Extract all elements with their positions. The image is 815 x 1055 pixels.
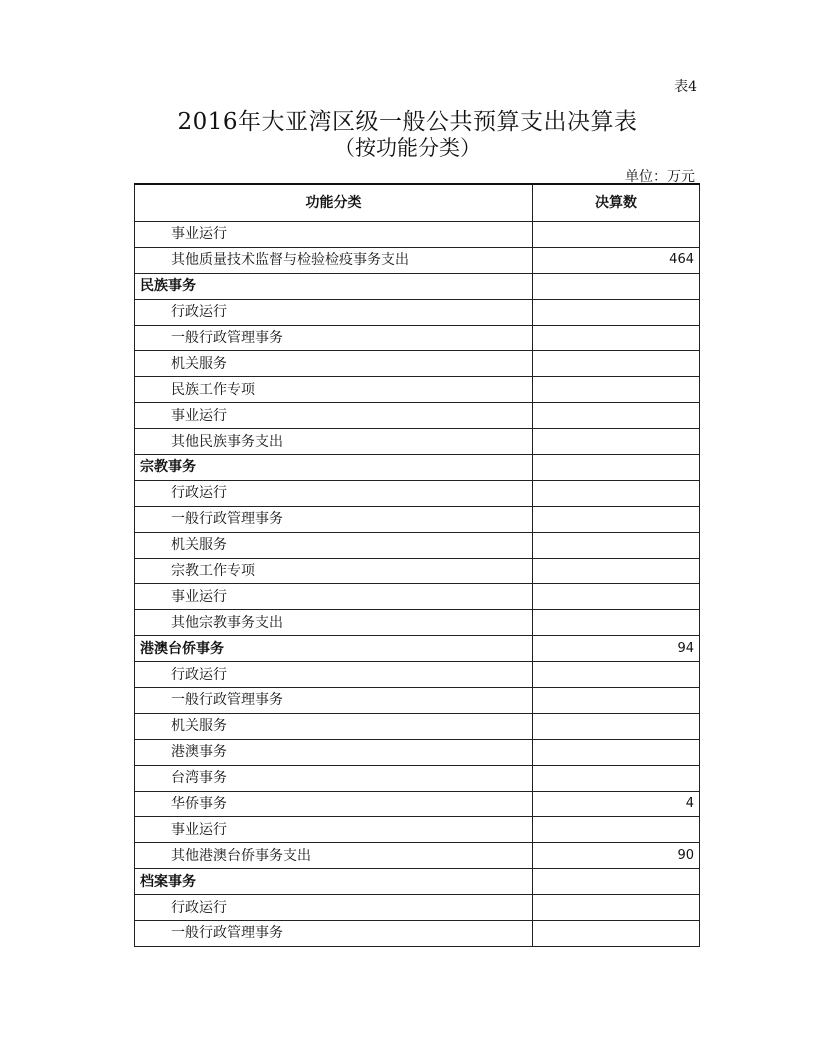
row-amount: 90 [533, 843, 700, 869]
table-row [135, 817, 700, 843]
table-row [135, 739, 700, 765]
row-amount [533, 765, 700, 791]
row-function-name: 港澳台侨事务 [135, 636, 533, 662]
table-row [135, 299, 700, 325]
row-function-name: 宗教事务 [135, 455, 533, 481]
unit-label: 单位：万元 [625, 169, 695, 185]
budget-table [134, 183, 700, 947]
table-row [135, 377, 700, 403]
row-amount [533, 273, 700, 299]
row-amount [533, 351, 700, 377]
table-row [135, 351, 700, 377]
row-amount [533, 739, 700, 765]
row-amount [533, 222, 700, 248]
table-row [135, 325, 700, 351]
table-row [135, 765, 700, 791]
row-function-name: 事业运行 [135, 222, 533, 248]
row-amount [533, 713, 700, 739]
row-function-name: 行政运行 [135, 895, 533, 921]
table-row [135, 429, 700, 455]
row-function-name: 机关服务 [135, 713, 533, 739]
table-row [135, 713, 700, 739]
row-amount: 464 [533, 247, 700, 273]
table-row [135, 247, 700, 273]
row-function-name: 其他质量技术监督与检验检疫事务支出 [135, 247, 533, 273]
row-amount [533, 403, 700, 429]
table-row [135, 662, 700, 688]
row-amount [533, 584, 700, 610]
row-function-name: 港澳事务 [135, 739, 533, 765]
row-function-name: 机关服务 [135, 351, 533, 377]
table-row [135, 921, 700, 947]
table-row [135, 791, 700, 817]
row-amount [533, 921, 700, 947]
table-header [135, 184, 700, 222]
row-amount [533, 480, 700, 506]
row-function-name: 一般行政管理事务 [135, 688, 533, 714]
row-amount [533, 662, 700, 688]
table-row [135, 558, 700, 584]
row-amount [533, 455, 700, 481]
row-amount [533, 895, 700, 921]
row-function-name: 一般行政管理事务 [135, 921, 533, 947]
row-function-name: 行政运行 [135, 662, 533, 688]
row-function-name: 事业运行 [135, 584, 533, 610]
row-amount [533, 869, 700, 895]
table-row [135, 222, 700, 248]
row-function-name: 民族事务 [135, 273, 533, 299]
row-function-name: 机关服务 [135, 532, 533, 558]
row-function-name: 华侨事务 [135, 791, 533, 817]
table-row [135, 843, 700, 869]
table-row [135, 584, 700, 610]
row-amount [533, 610, 700, 636]
page-label: 表4 [674, 79, 697, 95]
row-amount: 94 [533, 636, 700, 662]
table-row [135, 480, 700, 506]
row-function-name: 事业运行 [135, 817, 533, 843]
row-function-name: 其他宗教事务支出 [135, 610, 533, 636]
row-amount [533, 377, 700, 403]
row-amount [533, 688, 700, 714]
table-row [135, 688, 700, 714]
page-title: 2016年大亚湾区级一般公共预算支出决算表 [177, 109, 638, 135]
row-function-name: 档案事务 [135, 869, 533, 895]
table-row [135, 895, 700, 921]
row-function-name: 一般行政管理事务 [135, 506, 533, 532]
row-function-name: 事业运行 [135, 403, 533, 429]
table-row [135, 403, 700, 429]
header-function-category: 功能分类 [135, 184, 533, 222]
row-function-name: 宗教工作专项 [135, 558, 533, 584]
row-amount [533, 558, 700, 584]
row-amount [533, 429, 700, 455]
row-function-name: 台湾事务 [135, 765, 533, 791]
row-amount [533, 817, 700, 843]
table-body [135, 222, 700, 947]
row-function-name: 民族工作专项 [135, 377, 533, 403]
row-amount: 4 [533, 791, 700, 817]
category-row [135, 636, 700, 662]
row-amount [533, 532, 700, 558]
row-function-name: 一般行政管理事务 [135, 325, 533, 351]
page-subtitle: （按功能分类） [334, 136, 481, 160]
row-function-name: 行政运行 [135, 299, 533, 325]
table-row [135, 532, 700, 558]
row-amount [533, 299, 700, 325]
category-row [135, 273, 700, 299]
row-function-name: 行政运行 [135, 480, 533, 506]
row-amount [533, 506, 700, 532]
header-final-amount: 决算数 [533, 184, 700, 222]
header-row [135, 184, 700, 222]
row-function-name: 其他港澳台侨事务支出 [135, 843, 533, 869]
category-row [135, 455, 700, 481]
table-row [135, 610, 700, 636]
row-amount [533, 325, 700, 351]
table-row [135, 506, 700, 532]
category-row [135, 869, 700, 895]
row-function-name: 其他民族事务支出 [135, 429, 533, 455]
